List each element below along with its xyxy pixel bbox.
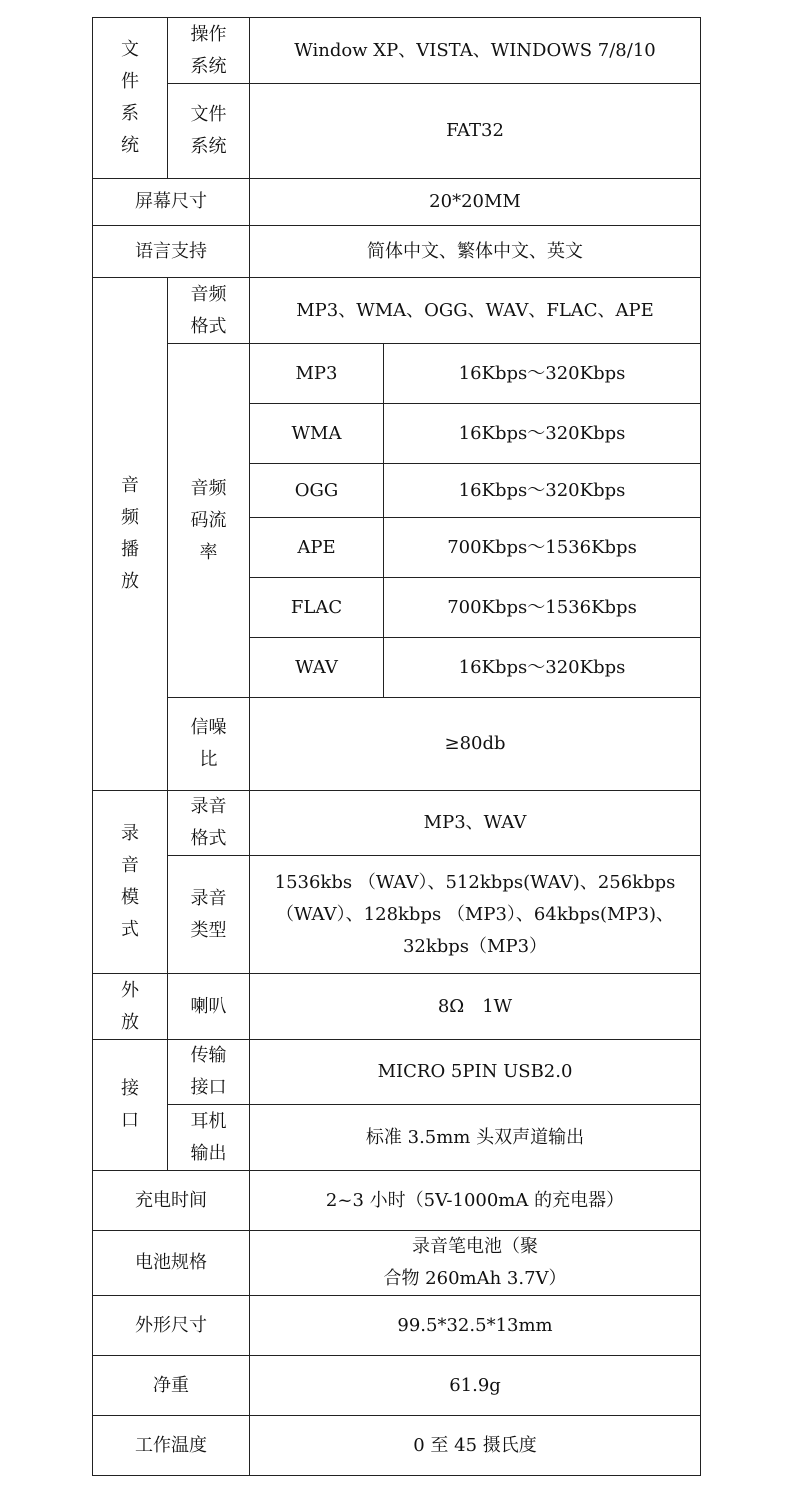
label-snr: 信噪 比 bbox=[168, 698, 250, 791]
label-file-system: 文件 系统 bbox=[168, 84, 250, 179]
table-row bbox=[93, 698, 701, 791]
table-row bbox=[93, 278, 701, 344]
bitrate-range-cell: 700Kbps～1536Kbps bbox=[384, 578, 701, 638]
table-row bbox=[93, 856, 701, 974]
value-file-system: FAT32 bbox=[250, 84, 701, 179]
table-row bbox=[93, 18, 701, 84]
bitrate-range-cell: 16Kbps～320Kbps bbox=[384, 344, 701, 404]
value-dimensions: 99.5*32.5*13mm bbox=[250, 1296, 701, 1356]
label-earphone-output: 耳机 输出 bbox=[168, 1105, 250, 1171]
table-row bbox=[93, 1296, 701, 1356]
label-weight: 净重 bbox=[93, 1356, 250, 1416]
value-speaker: 8Ω 1W bbox=[250, 974, 701, 1040]
table-row bbox=[93, 344, 701, 404]
codec-cell: FLAC bbox=[250, 578, 384, 638]
label-transfer-interface: 传输 接口 bbox=[168, 1040, 250, 1105]
value-recording-format: MP3、WAV bbox=[250, 791, 701, 856]
value-weight: 61.9g bbox=[250, 1356, 701, 1416]
table-row bbox=[93, 179, 701, 226]
category-cell-interface: 接 口 bbox=[93, 1040, 168, 1171]
label-recording-format: 录音 格式 bbox=[168, 791, 250, 856]
label-dimensions: 外形尺寸 bbox=[93, 1296, 250, 1356]
value-battery: 录音笔电池（聚 合物 260mAh 3.7V） bbox=[250, 1231, 701, 1296]
table-row bbox=[93, 974, 701, 1040]
value-charge-time: 2~3 小时（5V-1000mA 的充电器） bbox=[250, 1171, 701, 1231]
codec-cell: APE bbox=[250, 518, 384, 578]
table-row bbox=[93, 1416, 701, 1476]
value-earphone-output: 标准 3.5mm 头双声道输出 bbox=[250, 1105, 701, 1171]
bitrate-range-cell: 16Kbps～320Kbps bbox=[384, 638, 701, 698]
codec-cell: WAV bbox=[250, 638, 384, 698]
value-snr: ≥80db bbox=[250, 698, 701, 791]
value-temperature: 0 至 45 摄氏度 bbox=[250, 1416, 701, 1476]
table-row bbox=[93, 791, 701, 856]
label-battery: 电池规格 bbox=[93, 1231, 250, 1296]
label-temperature: 工作温度 bbox=[93, 1416, 250, 1476]
table-row bbox=[93, 1231, 701, 1296]
category-cell-audio: 音 频 播 放 bbox=[93, 278, 168, 791]
category-cell-filesystem: 文 件 系 统 bbox=[93, 18, 168, 179]
table-row bbox=[93, 226, 701, 278]
category-cell-recording: 录 音 模 式 bbox=[93, 791, 168, 974]
codec-cell: MP3 bbox=[250, 344, 384, 404]
label-charge-time: 充电时间 bbox=[93, 1171, 250, 1231]
table-row bbox=[93, 1171, 701, 1231]
table-row bbox=[93, 1105, 701, 1171]
value-screen-size: 20*20MM bbox=[250, 179, 701, 226]
spec-table bbox=[92, 17, 701, 1476]
label-screen-size: 屏幕尺寸 bbox=[93, 179, 250, 226]
bitrate-range-cell: 16Kbps～320Kbps bbox=[384, 404, 701, 464]
label-language: 语言支持 bbox=[93, 226, 250, 278]
codec-cell: WMA bbox=[250, 404, 384, 464]
table-row bbox=[93, 1356, 701, 1416]
label-operating-system: 操作 系统 bbox=[168, 18, 250, 84]
value-operating-system: Window XP、VISTA、WINDOWS 7/8/10 bbox=[250, 18, 701, 84]
table-row bbox=[93, 1040, 701, 1105]
value-transfer-interface: MICRO 5PIN USB2.0 bbox=[250, 1040, 701, 1105]
bitrate-range-cell: 16Kbps～320Kbps bbox=[384, 464, 701, 518]
table-row bbox=[93, 84, 701, 179]
bitrate-range-cell: 700Kbps～1536Kbps bbox=[384, 518, 701, 578]
value-language: 简体中文、繁体中文、英文 bbox=[250, 226, 701, 278]
value-audio-format: MP3、WMA、OGG、WAV、FLAC、APE bbox=[250, 278, 701, 344]
category-cell-speaker: 外 放 bbox=[93, 974, 168, 1040]
value-recording-type: 1536kbs （WAV）、512kbps(WAV)、256kbps （WAV）、128kbps （MP3）、64kbps(MP3)、 32kbps（MP3） bbox=[250, 856, 701, 974]
codec-cell: OGG bbox=[250, 464, 384, 518]
label-audio-format: 音频 格式 bbox=[168, 278, 250, 344]
label-speaker: 喇叭 bbox=[168, 974, 250, 1040]
label-audio-bitrate: 音频 码流 率 bbox=[168, 344, 250, 698]
label-recording-type: 录音 类型 bbox=[168, 856, 250, 974]
